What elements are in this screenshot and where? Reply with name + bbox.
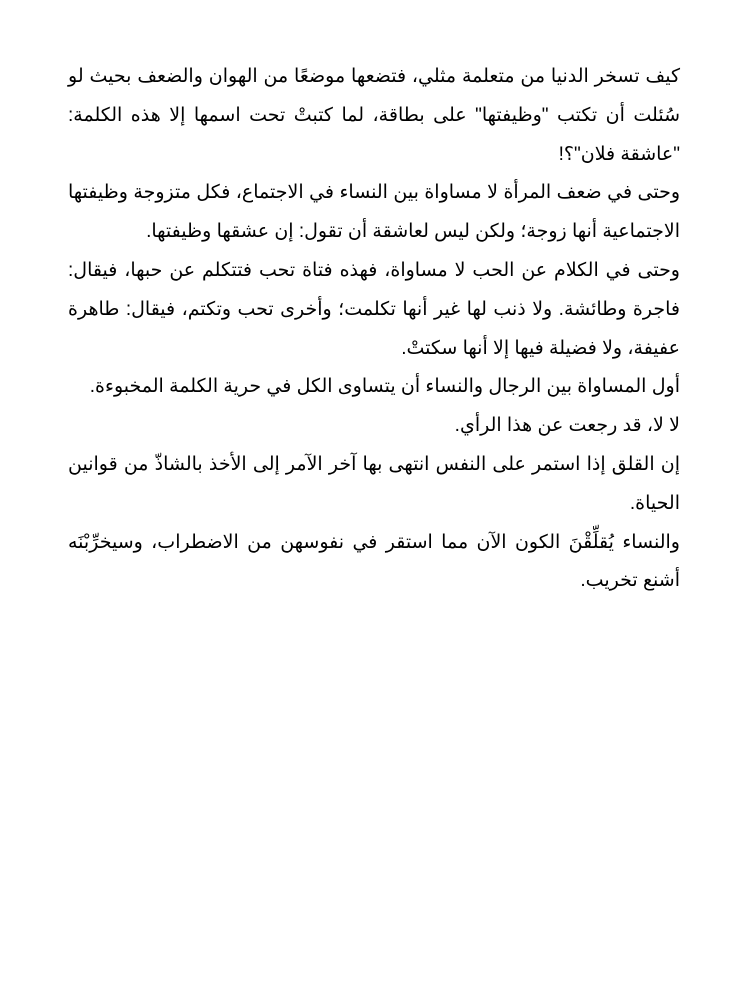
paragraph-1: كيف تسخر الدنيا من متعلمة مثلي، فتضعها موضعًا من الهوان والضعف بحيث لو سُئلت أن تكتب "وظيفتها" على بطاقة، لما كتبتْ تحت اسمها إلا هذه الكلمة: "عاشقة فلان"؟! bbox=[68, 66, 680, 165]
paragraph-5: لا لا، قد رجعت عن هذا الرأي. bbox=[454, 415, 680, 437]
paragraph-2: وحتى في ضعف المرأة لا مساواة بين النساء في الاجتماع، فكل متزوجة وظيفتها الاجتماعية أنها زوجة؛ ولكن ليس لعاشقة أن تقول: إن عشقها وظيفتها. bbox=[68, 182, 680, 243]
paragraph-7: والنساء يُقلِّقْنَ الكون الآن مما استقر في نفوسهن من الاضطراب، وسيخرِّبْنَه أشنع تخريب. bbox=[68, 531, 680, 592]
paragraph-6: إن القلق إذا استمر على النفس انتهى بها آخر الآمر إلى الأخذ بالشاذّ من قوانين الحياة. bbox=[68, 453, 680, 514]
paragraph-4: أول المساواة بين الرجال والنساء أن يتساوى الكل في حرية الكلمة المخبوءة. bbox=[89, 376, 680, 398]
body-text bbox=[68, 58, 680, 601]
paragraph-3: وحتى في الكلام عن الحب لا مساواة، فهذه فتاة تحب فتتكلم عن حبها، فيقال: فاجرة وطائشة. ولا ذنب لها غير أنها تكلمت؛ وأخرى تحب وتكتم، فيقال: طاهرة عفيفة، ولا فضيلة فيها إلا أنها سكتتْ. bbox=[68, 259, 680, 359]
